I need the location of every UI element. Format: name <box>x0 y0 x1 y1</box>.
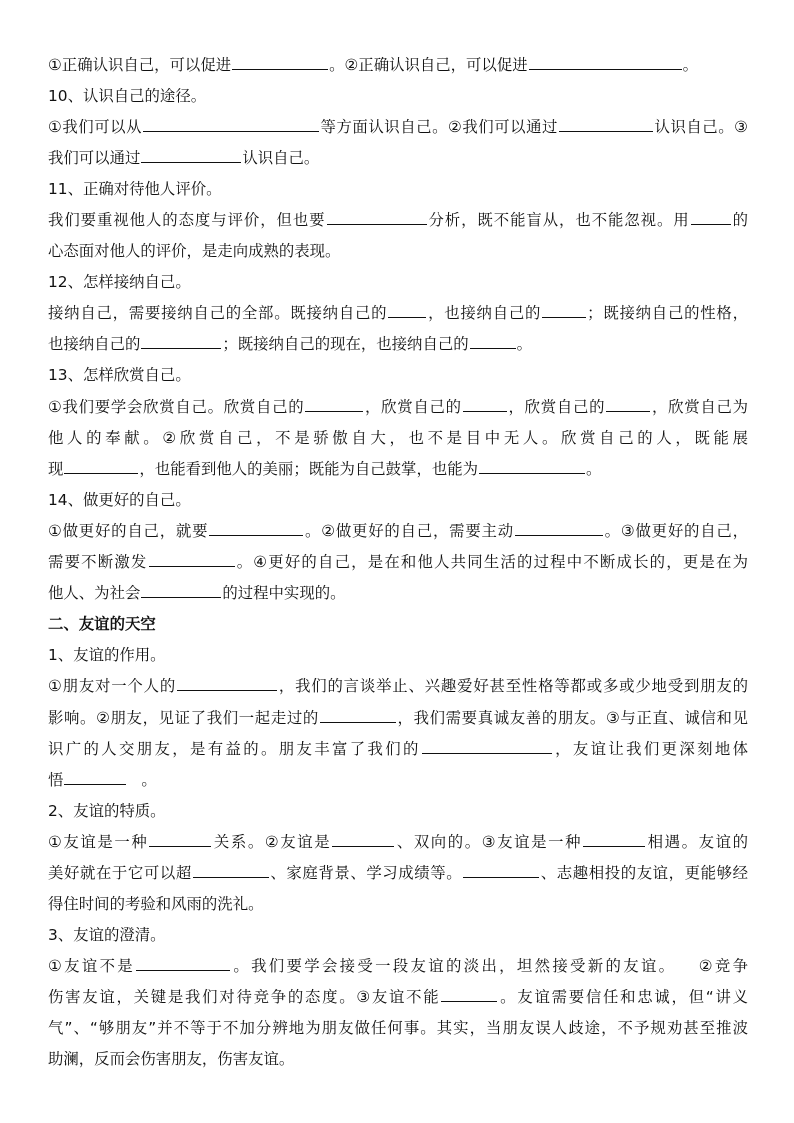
blank <box>332 830 394 847</box>
blank <box>463 861 539 878</box>
text-line: 悟 。 <box>48 765 157 795</box>
section-heading: 13、怎样欣赏自己。 <box>48 366 191 384</box>
text-line: 需要不断激发 。④更好的自己，是在和他人共同生活的过程中不断成长的，更是在为 <box>48 547 748 577</box>
text-line: ①正确认识自己，可以促进 。②正确认识自己，可以促进 。 <box>48 50 698 80</box>
blank <box>193 861 269 878</box>
text-line: 影响。②朋友，见证了我们一起走过的 ，我们需要真诚友善的朋友。③与正直、诚信和见 <box>48 703 748 733</box>
blank <box>320 706 396 723</box>
blank <box>441 985 497 1002</box>
blank <box>515 519 603 536</box>
section-heading: 14、做更好的自己。 <box>48 491 191 509</box>
text-line: 接纳自己，需要接纳自己的全部。既接纳自己的 ，也接纳自己的 ；既接纳自己的性格， <box>48 298 748 328</box>
blank <box>64 768 126 785</box>
section-heading: 2、友谊的特质。 <box>48 802 166 820</box>
blank <box>64 457 138 474</box>
blank <box>141 581 221 598</box>
text-line: 他人的奉献。②欣赏自己，不是骄傲自大，也不是目中无人。欣赏自己的人，既能展 <box>48 429 748 447</box>
text-line: 气”、“够朋友”并不等于不加分辨地为朋友做任何事。其实，当朋友误人歧途，不予规劝甚至推波 <box>48 1019 748 1037</box>
blank <box>529 53 682 70</box>
blank <box>209 519 303 536</box>
text-line: 心态面对他人的评价，是走向成熟的表现。 <box>48 242 341 260</box>
blank <box>422 737 552 754</box>
text-line: 现 ，也能看到他人的美丽；既能为自己鼓掌，也能为 。 <box>48 454 601 484</box>
blank <box>479 457 585 474</box>
blank <box>463 395 507 412</box>
blank <box>470 332 516 349</box>
text-line: 也接纳自己的 ；既接纳自己的现在，也接纳自己的 。 <box>48 329 532 359</box>
blank <box>149 830 211 847</box>
section-heading: 3、友谊的澄清。 <box>48 926 166 944</box>
section-heading: 12、怎样接纳自己。 <box>48 273 191 291</box>
blank <box>542 301 586 318</box>
blank <box>606 395 650 412</box>
section-heading: 1、友谊的作用。 <box>48 646 166 664</box>
text-line: ①友谊是一种 关系。②友谊是 、双向的。③友谊是一种 相遇。友谊的 <box>48 827 748 857</box>
blank <box>143 115 319 132</box>
blank <box>232 53 328 70</box>
text-line: 伤害友谊，关键是我们对待竞争的态度。③友谊不能 。友谊需要信任和忠诚，但“讲义 <box>48 982 748 1012</box>
blank <box>583 830 645 847</box>
section-heading: 10、认识自己的途径。 <box>48 87 207 105</box>
text-line: 识广的人交朋友，是有益的。朋友丰富了我们的 ，友谊让我们更深刻地体 <box>48 734 748 764</box>
blank <box>136 954 230 971</box>
text-line: ①朋友对一个人的 ，我们的言谈举止、兴趣爱好甚至性格等都或多或少地受到朋友的 <box>48 671 748 701</box>
chapter-heading: 二、友谊的天空 <box>48 615 156 633</box>
blank <box>559 115 653 132</box>
text-line: ①我们可以从 等方面认识自己。②我们可以通过 认识自己。③ <box>48 112 748 142</box>
text-line: 他人、为社会 的过程中实现的。 <box>48 578 346 608</box>
blank <box>305 395 363 412</box>
text-line: 我们要重视他人的态度与评价，但也要 分析，既不能盲从，也不能忽视。用 的 <box>48 205 748 235</box>
blank <box>141 146 241 163</box>
text-line: ①做更好的自己，就要 。②做更好的自己，需要主动 。③做更好的自己， <box>48 516 748 546</box>
text-line: 我们可以通过 认识自己。 <box>48 143 319 173</box>
text-line: 美好就在于它可以超 、家庭背景、学习成绩等。 、志趣相投的友谊，更能够经 <box>48 858 748 888</box>
text-line: 助澜，反而会伤害朋友，伤害友谊。 <box>48 1050 295 1068</box>
blank <box>388 301 426 318</box>
text-line: 得住时间的考验和风雨的洗礼。 <box>48 895 264 913</box>
text-line: ①友谊不是 。我们要学会接受一段友谊的淡出，坦然接受新的友谊。 ②竞争 <box>48 951 748 981</box>
blank <box>177 674 277 691</box>
blank <box>691 208 731 225</box>
blank <box>141 332 221 349</box>
blank <box>149 550 235 567</box>
blank <box>327 208 427 225</box>
section-heading: 11、正确对待他人评价。 <box>48 180 222 198</box>
text-line: ①我们要学会欣赏自己。欣赏自己的 ，欣赏自己的 ，欣赏自己的 ，欣赏自己为 <box>48 392 748 422</box>
